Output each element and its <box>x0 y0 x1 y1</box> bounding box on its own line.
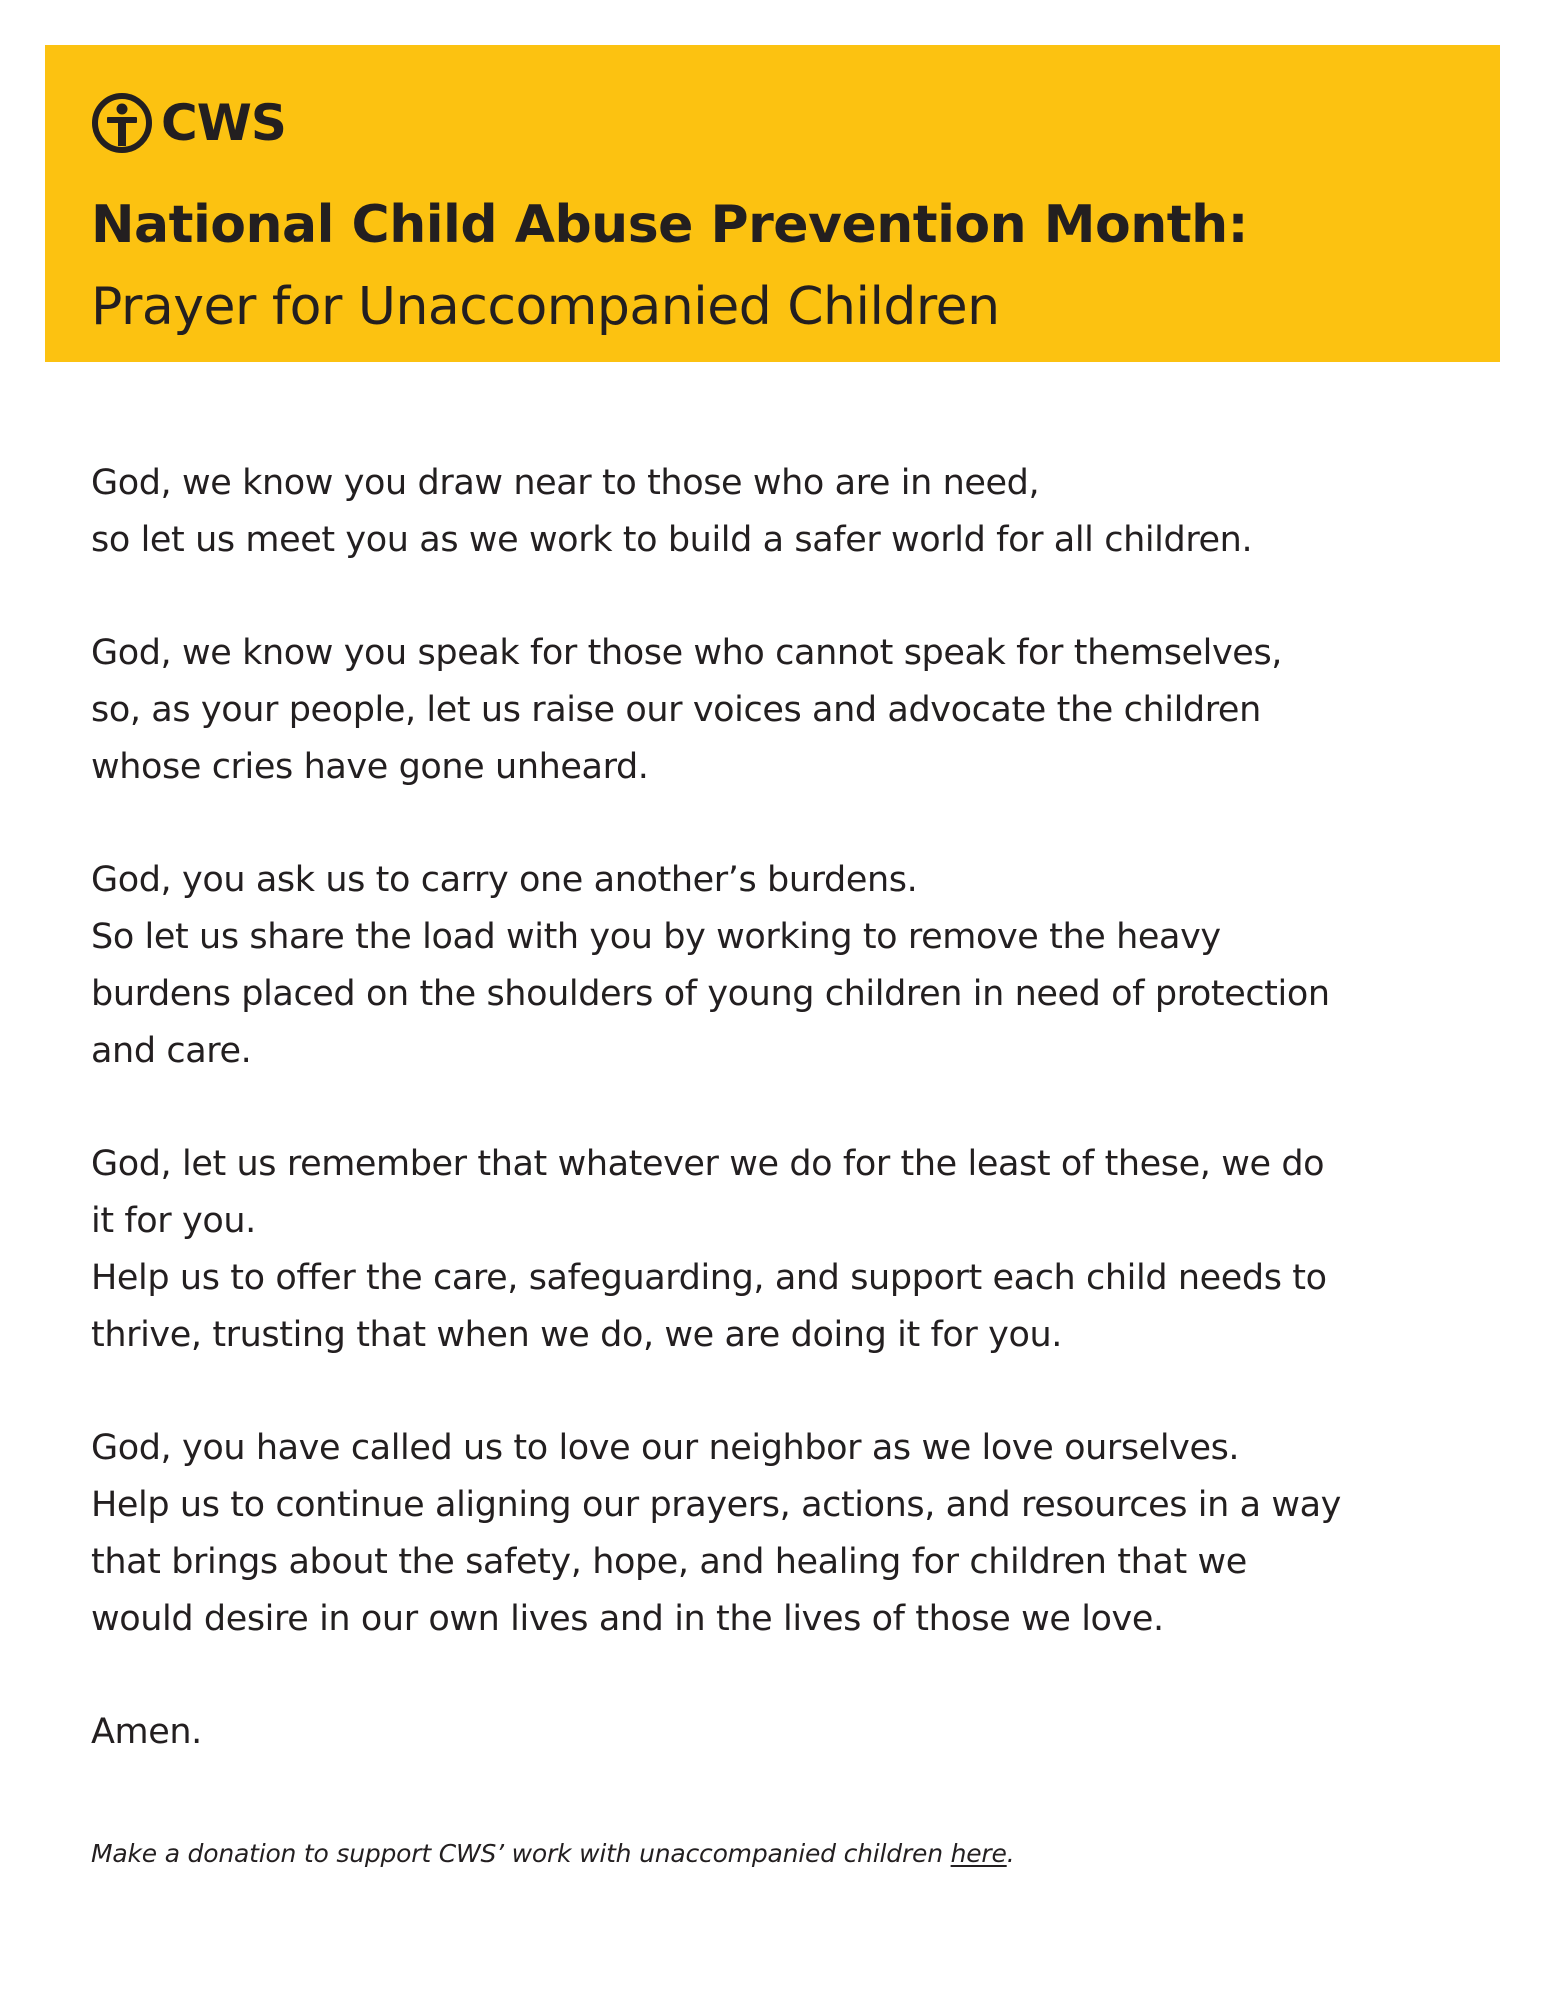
page-subtitle: Prayer for Unaccompanied Children <box>91 277 1000 337</box>
prayer-line: God, let us remember that whatever we do for the least of these, we do <box>91 1144 1325 1184</box>
donation-link[interactable]: here <box>950 1839 1007 1868</box>
prayer-line: burdens placed on the shoulders of young children in need of protection <box>91 974 1330 1014</box>
donation-note-text: Make a donation to support CWS’ work with unaccompanied children <box>91 1839 951 1868</box>
prayer-stanza <box>91 455 1491 569</box>
prayer-line: so let us meet you as we work to build a safer world for all children. <box>91 520 1253 560</box>
prayer-line: thrive, trusting that when we do, we are doing it for you. <box>91 1315 1062 1355</box>
donation-note-end: . <box>1006 1839 1015 1868</box>
cws-person-cross-icon <box>91 92 153 154</box>
prayer-stanza <box>91 625 1491 796</box>
prayer-closing: Amen. <box>91 1712 202 1752</box>
page-title: National Child Abuse Prevention Month: <box>91 195 1248 255</box>
cws-logo <box>91 92 286 154</box>
prayer-line: and care. <box>91 1031 252 1071</box>
prayer-line: Help us to continue aligning our prayers, actions, and resources in a way <box>91 1485 1341 1525</box>
prayer-stanza <box>91 1420 1491 1648</box>
prayer-line: God, we know you draw near to those who are in need, <box>91 463 1040 503</box>
prayer-line: it for you. <box>91 1201 256 1241</box>
prayer-line: would desire in our own lives and in the lives of those we love. <box>91 1599 1164 1639</box>
prayer-line: Help us to offer the care, safeguarding, and support each child needs to <box>91 1258 1327 1298</box>
prayer-line: God, you ask us to carry one another’s burdens. <box>91 860 918 900</box>
prayer-stanza <box>91 1136 1491 1364</box>
prayer-line: whose cries have gone unheard. <box>91 747 649 787</box>
prayer-line: God, you have called us to love our neighbor as we love ourselves. <box>91 1428 1240 1468</box>
prayer-line: that brings about the safety, hope, and healing for children that we <box>91 1542 1247 1582</box>
prayer-stanza <box>91 852 1491 1080</box>
prayer-line: so, as your people, let us raise our voices and advocate the children <box>91 690 1261 730</box>
header-banner <box>45 45 1500 362</box>
donation-note <box>91 1836 1014 1872</box>
logo-text: CWS <box>161 94 286 152</box>
prayer-body <box>91 455 1491 1761</box>
prayer-line: So let us share the load with you by working to remove the heavy <box>91 917 1221 957</box>
prayer-line: God, we know you speak for those who cannot speak for themselves, <box>91 633 1283 673</box>
